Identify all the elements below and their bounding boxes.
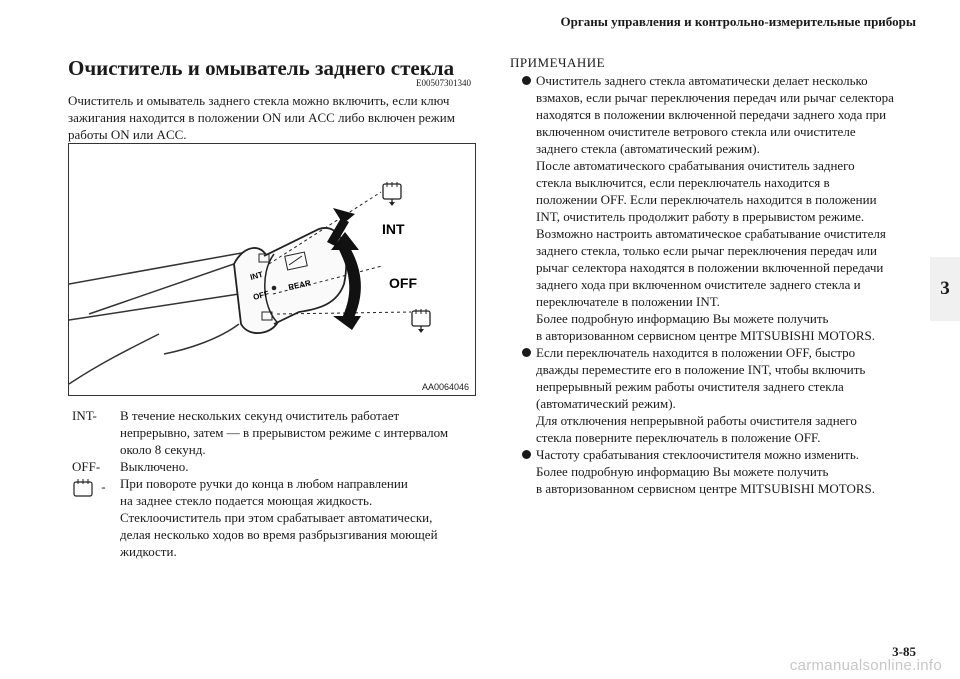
definition-term-dash: - bbox=[101, 479, 106, 494]
note-line: Более подробную информацию Вы можете получить bbox=[536, 464, 829, 479]
definition-line: Стеклоочиститель при этом срабатывает автоматически, bbox=[120, 510, 433, 525]
definition-line: В течение нескольких секунд очиститель работает bbox=[120, 408, 400, 423]
chapter-number: 3 bbox=[940, 278, 950, 299]
washer-bottom-icon bbox=[412, 309, 430, 333]
bullet-dot-icon bbox=[522, 76, 531, 85]
bullet-dot-icon bbox=[522, 348, 531, 357]
note-line: дважды переместите его в положение INT, чтобы включить bbox=[536, 362, 866, 377]
note-line: Очиститель заднего стекла автоматически делает несколько bbox=[536, 73, 868, 88]
stalk-int-label: INT bbox=[249, 269, 264, 282]
definition-line: делая несколько ходов во время разбрызгивания моющей bbox=[120, 527, 438, 542]
intro-line: зажигания находится в положении ON или ACC либо включен режим bbox=[68, 110, 455, 125]
note-line: непрерывный режим работы очистителя заднего стекла bbox=[536, 379, 844, 394]
note-line: (автоматический режим). bbox=[536, 396, 676, 411]
note-line: INT, очиститель продолжит работу в прерывистом режиме. bbox=[536, 209, 865, 224]
definition-line: около 8 секунд. bbox=[120, 442, 206, 457]
note-line: рычаг селектора находятся в положении включенной передачи bbox=[536, 260, 884, 275]
note-line: Если переключатель находится в положении OFF, быстро bbox=[536, 345, 856, 360]
note-line: Частоту срабатывания стеклоочистителя можно изменить. bbox=[536, 447, 860, 462]
definition-text bbox=[120, 475, 480, 560]
running-header: Органы управления и контрольно-измерительные приборы bbox=[560, 14, 916, 29]
definition-term-washer bbox=[72, 478, 106, 498]
note-block bbox=[510, 54, 915, 497]
chapter-tab bbox=[930, 257, 960, 321]
note-line: заднего хода при включенном очистителе заднего стекла и bbox=[536, 277, 861, 292]
definition-line: Выключено. bbox=[120, 459, 189, 474]
note-line: стекла поверните переключатель в положение OFF. bbox=[536, 430, 821, 445]
note-bullet bbox=[510, 446, 915, 497]
note-line: переключателе в положении INT. bbox=[536, 294, 720, 309]
definition-line: на заднее стекло подается моющая жидкость. bbox=[120, 493, 373, 508]
intro-paragraph bbox=[68, 92, 488, 143]
wiper-stalk-illustration bbox=[69, 144, 475, 395]
note-line: Более подробную информацию Вы можете получить bbox=[536, 311, 829, 326]
stalk-off-label: OFF bbox=[252, 289, 270, 302]
note-line: стекла выключится, если переключатель находится в bbox=[536, 175, 830, 190]
note-line: Для отключения непрерывной работы очистителя заднего bbox=[536, 413, 857, 428]
definition-text bbox=[120, 458, 480, 475]
int-position-label: INT bbox=[382, 221, 405, 237]
washer-top-icon bbox=[383, 182, 401, 206]
page-number: 3-85 bbox=[892, 644, 916, 659]
note-line: заднего стекла (автоматический режим). bbox=[536, 141, 760, 156]
note-bullet bbox=[510, 72, 915, 344]
note-line: в авторизованном сервисном центре MITSUBISHI MOTORS. bbox=[536, 481, 876, 496]
note-line: включенном очистителе ветрового стекла или очистителе bbox=[536, 124, 856, 139]
washer-icon bbox=[72, 478, 98, 498]
note-line: взмахов, если рычаг переключения передач или рычаг селектора bbox=[536, 90, 894, 105]
watermark: carmanualsonline.info bbox=[789, 657, 942, 674]
section-title: Очиститель и омыватель заднего стекла bbox=[68, 56, 455, 80]
definition-line: При повороте ручки до конца в любом направлении bbox=[120, 476, 408, 491]
note-line: в авторизованном сервисном центре MITSUBISHI MOTORS. bbox=[536, 328, 876, 343]
definition-term: OFF- bbox=[72, 459, 101, 474]
figure-id: AA0064046 bbox=[421, 382, 469, 392]
bullet-dot-icon bbox=[522, 450, 531, 459]
note-line: заднего стекла, только если рычаг переключения передач или bbox=[536, 243, 877, 258]
note-line: находятся в положении включенной передачи заднего хода при bbox=[536, 107, 887, 122]
note-line: После автоматического срабатывания очиститель заднего bbox=[536, 158, 855, 173]
definition-text bbox=[120, 407, 480, 458]
intro-line: Очиститель и омыватель заднего стекла можно включить, если ключ bbox=[68, 93, 450, 108]
note-line: положении OFF. Если переключатель находится в положении bbox=[536, 192, 877, 207]
definition-term: INT- bbox=[72, 408, 97, 423]
definition-line: непрерывно, затем — в прерывистом режиме с интервалом bbox=[120, 425, 449, 440]
stalk-rear-label: REAR bbox=[287, 278, 312, 292]
off-position-label: OFF bbox=[389, 275, 417, 291]
definition-line: жидкости. bbox=[120, 544, 177, 559]
section-code: E00507301340 bbox=[416, 78, 471, 88]
note-line: Возможно настроить автоматическое срабатывание очистителя bbox=[536, 226, 886, 241]
note-bullet bbox=[510, 344, 915, 446]
wiper-stalk-figure bbox=[68, 143, 476, 396]
intro-line: работы ON или ACC. bbox=[68, 127, 187, 142]
note-heading: ПРИМЕЧАНИЕ bbox=[510, 55, 606, 70]
